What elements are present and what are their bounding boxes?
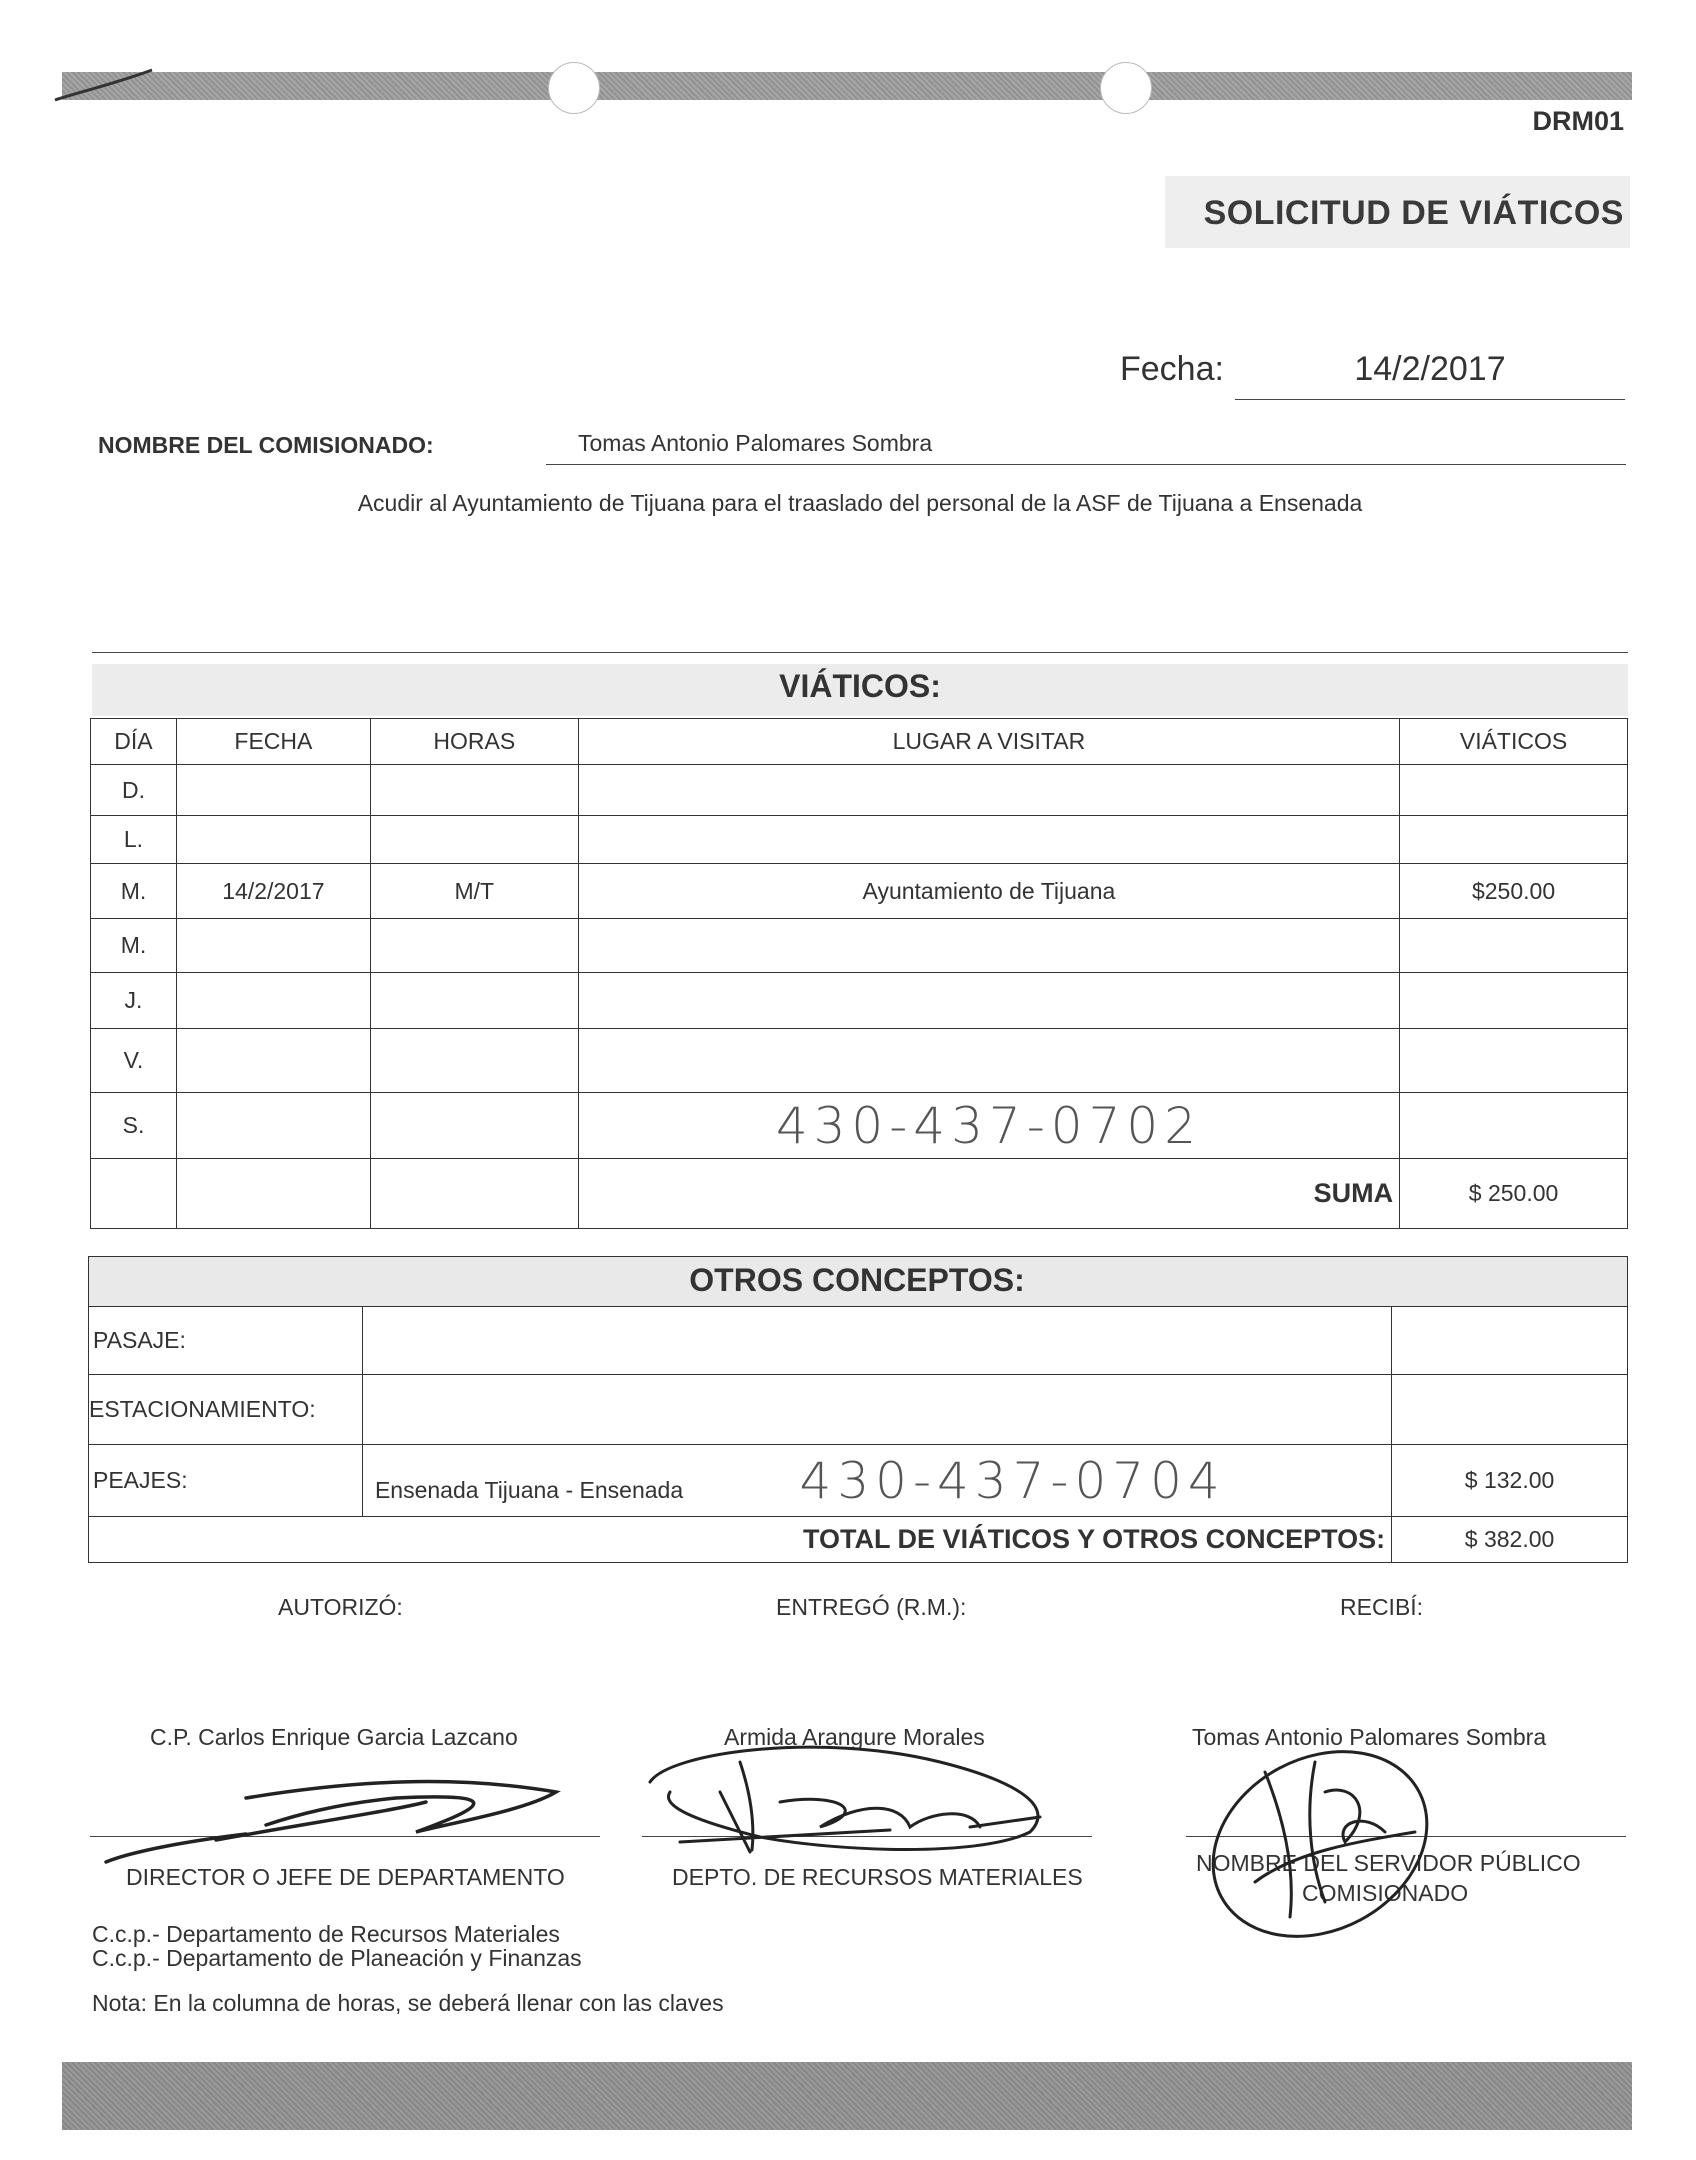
cell-empty bbox=[370, 1159, 578, 1229]
signature-recibi bbox=[1195, 1732, 1445, 1942]
cell-horas bbox=[370, 765, 578, 816]
table-row bbox=[89, 1307, 1628, 1375]
comisionado-label: NOMBRE DEL COMISIONADO: bbox=[98, 432, 434, 458]
ccp-line: C.c.p.- Departamento de Recursos Materiales bbox=[92, 1921, 560, 1947]
punch-hole bbox=[548, 62, 600, 114]
concepto-label: PEAJES: bbox=[89, 1445, 363, 1517]
otros-title: OTROS CONCEPTOS: bbox=[689, 1262, 1025, 1298]
entrego-cargo: DEPTO. DE RECURSOS MATERIALES bbox=[672, 1864, 1083, 1890]
recibi-cargo: NOMBRE DEL SERVIDOR PÚBLICO bbox=[1196, 1850, 1581, 1876]
cell-lugar: Ayuntamiento de Tijuana bbox=[578, 864, 1399, 919]
cell-lugar bbox=[578, 1029, 1399, 1093]
autorizo-cargo: DIRECTOR O JEFE DE DEPARTAMENTO bbox=[126, 1864, 565, 1890]
signature-autorizo bbox=[96, 1770, 576, 1870]
table-row bbox=[91, 1029, 1628, 1093]
cell-lugar bbox=[578, 973, 1399, 1029]
cell-dia: M. bbox=[91, 919, 177, 973]
concepto-monto: $ 132.00 bbox=[1392, 1445, 1628, 1517]
concepto-detalle-cell bbox=[362, 1445, 1391, 1517]
cell-viaticos bbox=[1400, 973, 1628, 1029]
table-row bbox=[91, 1093, 1628, 1159]
motivo-text: Acudir al Ayuntamiento de Tijuana para el traaslado del personal de la ASF de Tijuana a Ensenada bbox=[357, 490, 1363, 516]
cell-dia: J. bbox=[91, 973, 177, 1029]
table-row bbox=[89, 1445, 1628, 1517]
divider bbox=[92, 652, 1628, 653]
cell-lugar bbox=[578, 816, 1399, 864]
cell-horas bbox=[370, 816, 578, 864]
concepto-label: PASAJE: bbox=[89, 1307, 363, 1375]
handwritten-account-number: 430-437-0704 bbox=[799, 1451, 1226, 1510]
cell-horas bbox=[370, 919, 578, 973]
concepto-detalle bbox=[362, 1307, 1391, 1375]
table-row bbox=[89, 1375, 1628, 1445]
header-viaticos: VIÁTICOS bbox=[1400, 719, 1628, 765]
header-lugar: LUGAR A VISITAR bbox=[578, 719, 1399, 765]
table-header-row bbox=[91, 719, 1628, 765]
cell-viaticos bbox=[1400, 765, 1628, 816]
concepto-label: ESTACIONAMIENTO: bbox=[89, 1375, 363, 1445]
cell-empty bbox=[91, 1159, 177, 1229]
total-label: TOTAL DE VIÁTICOS Y OTROS CONCEPTOS: bbox=[89, 1517, 1392, 1563]
cell-fecha bbox=[176, 816, 370, 864]
cell-fecha bbox=[176, 1093, 370, 1159]
cell-viaticos bbox=[1400, 1093, 1628, 1159]
concepto-detalle bbox=[362, 1375, 1391, 1445]
fecha-label: Fecha: bbox=[1120, 350, 1224, 388]
cell-viaticos bbox=[1400, 1029, 1628, 1093]
total-value: $ 382.00 bbox=[1392, 1517, 1628, 1563]
cell-empty bbox=[176, 1159, 370, 1229]
cell-fecha bbox=[176, 765, 370, 816]
cell-fecha bbox=[176, 973, 370, 1029]
entrego-label: ENTREGÓ (R.M.): bbox=[776, 1594, 967, 1620]
cell-horas bbox=[370, 973, 578, 1029]
cell-dia: M. bbox=[91, 864, 177, 919]
table-row bbox=[91, 765, 1628, 816]
suma-value: $ 250.00 bbox=[1400, 1159, 1628, 1229]
cell-fecha: 14/2/2017 bbox=[176, 864, 370, 919]
signature-entrego bbox=[640, 1732, 1060, 1862]
cell-lugar bbox=[578, 765, 1399, 816]
fecha-value: 14/2/2017 bbox=[1235, 350, 1625, 400]
punch-hole bbox=[1100, 62, 1152, 114]
table-row bbox=[91, 973, 1628, 1029]
form-code: DRM01 bbox=[1532, 106, 1624, 136]
cell-horas bbox=[370, 1093, 578, 1159]
recibi-nombre: Tomas Antonio Palomares Sombra bbox=[1192, 1724, 1547, 1750]
viaticos-title: VIÁTICOS: bbox=[779, 668, 941, 704]
cell-dia: L. bbox=[91, 816, 177, 864]
viaticos-table bbox=[90, 718, 1628, 1229]
cell-viaticos bbox=[1400, 919, 1628, 973]
cell-fecha bbox=[176, 919, 370, 973]
nota-text: Nota: En la columna de horas, se deberá llenar con las claves bbox=[92, 1990, 724, 2016]
autorizo-nombre: C.P. Carlos Enrique Garcia Lazcano bbox=[150, 1724, 518, 1750]
form-title: SOLICITUD DE VIÁTICOS bbox=[1203, 194, 1624, 232]
table-row bbox=[91, 919, 1628, 973]
handwritten-account-number: 430-437-0702 bbox=[578, 1093, 1399, 1159]
cell-dia: D. bbox=[91, 765, 177, 816]
concepto-monto bbox=[1392, 1307, 1628, 1375]
comisionado-name: Tomas Antonio Palomares Sombra bbox=[578, 430, 933, 456]
cell-viaticos bbox=[1400, 816, 1628, 864]
entrego-nombre: Armida Arangure Morales bbox=[724, 1724, 985, 1750]
comisionado-underline bbox=[546, 464, 1626, 465]
concepto-detalle: Ensenada Tijuana - Ensenada bbox=[374, 1476, 684, 1503]
ccp-line: C.c.p.- Departamento de Planeación y Finanzas bbox=[92, 1945, 582, 1971]
footer-bar bbox=[62, 2062, 1632, 2130]
header-horas: HORAS bbox=[370, 719, 578, 765]
autorizo-label: AUTORIZÓ: bbox=[278, 1594, 403, 1620]
recibi-label: RECIBÍ: bbox=[1340, 1594, 1424, 1620]
cell-horas bbox=[370, 1029, 578, 1093]
cell-fecha bbox=[176, 1029, 370, 1093]
cell-dia: S. bbox=[91, 1093, 177, 1159]
otros-table bbox=[88, 1306, 1628, 1563]
recibi-cargo: COMISIONADO bbox=[1302, 1880, 1469, 1906]
table-row bbox=[91, 816, 1628, 864]
cell-viaticos: $250.00 bbox=[1400, 864, 1628, 919]
concepto-monto bbox=[1392, 1375, 1628, 1445]
suma-row bbox=[91, 1159, 1628, 1229]
suma-label: SUMA bbox=[578, 1159, 1399, 1229]
cell-lugar bbox=[578, 919, 1399, 973]
header-fecha: FECHA bbox=[176, 719, 370, 765]
table-row bbox=[91, 864, 1628, 919]
total-row bbox=[89, 1517, 1628, 1563]
cell-horas: M/T bbox=[370, 864, 578, 919]
cell-dia: V. bbox=[91, 1029, 177, 1093]
header-bar bbox=[62, 72, 1632, 100]
header-dia: DÍA bbox=[91, 719, 177, 765]
pen-mark bbox=[50, 64, 160, 104]
